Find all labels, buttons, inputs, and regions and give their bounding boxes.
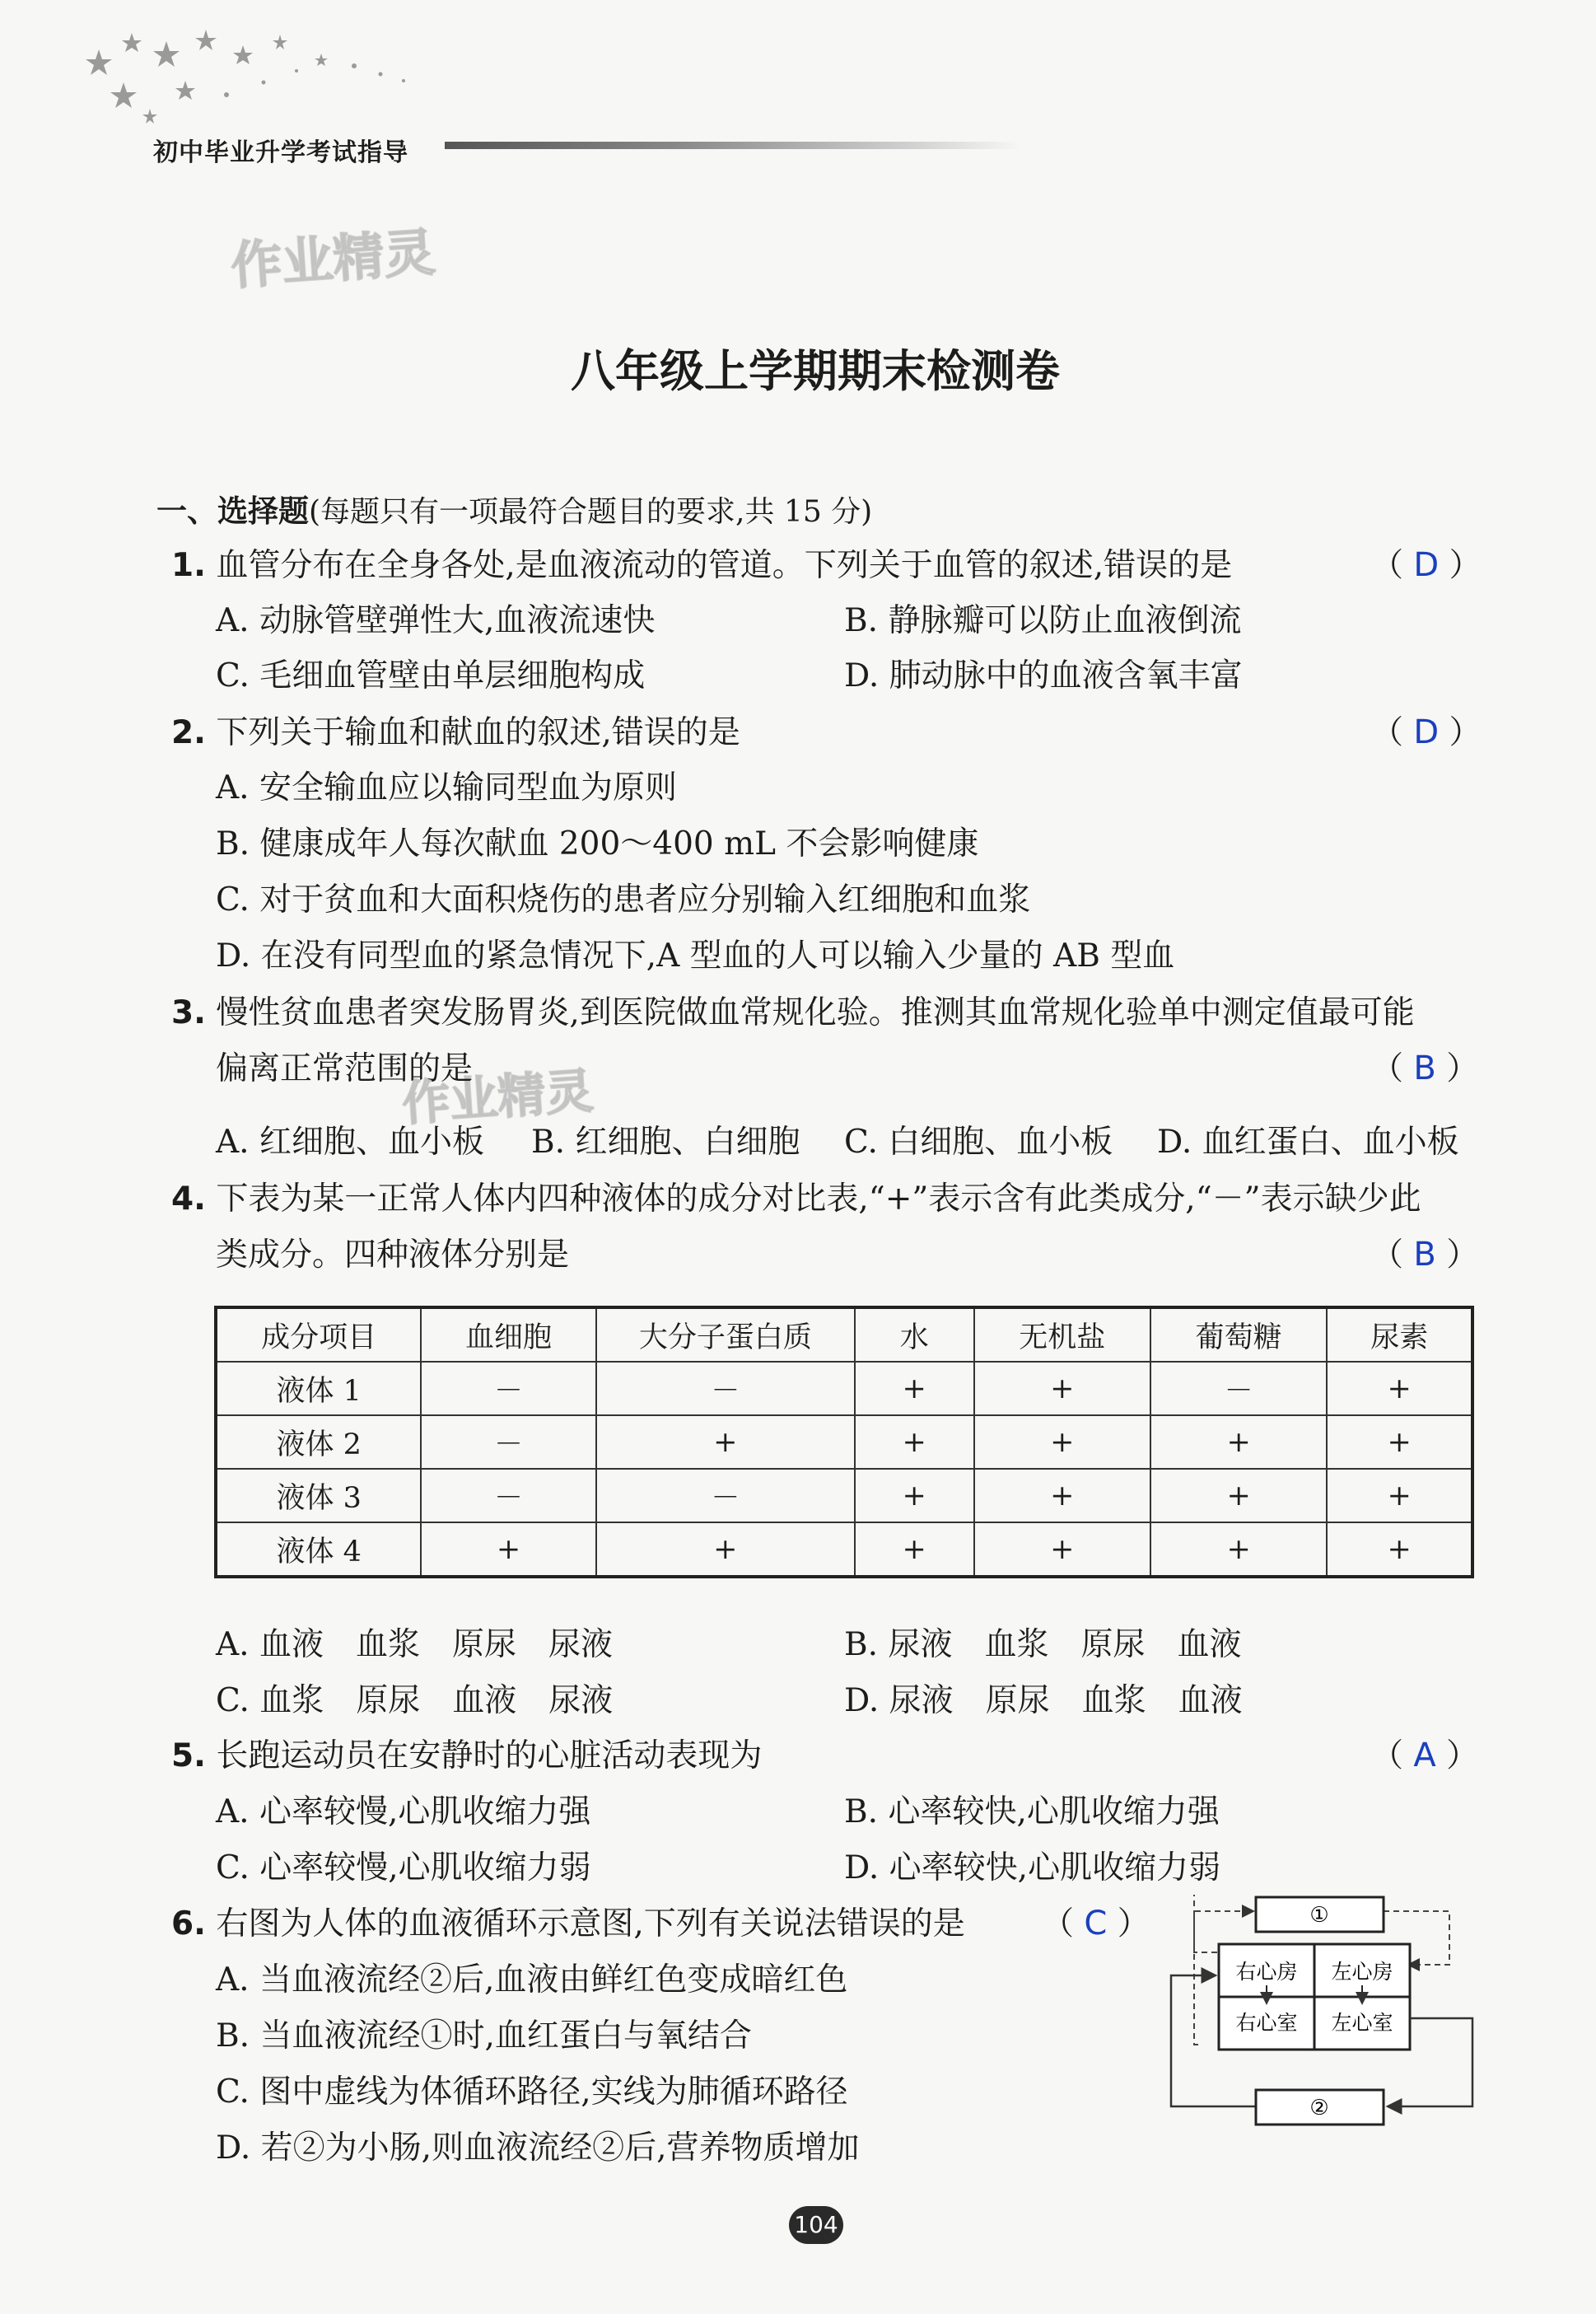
table-cell: － bbox=[421, 1469, 595, 1522]
q3-option-c: C. 白细胞、血小板 bbox=[844, 1124, 1113, 1161]
table-header: 大分子蛋白质 bbox=[596, 1307, 855, 1362]
answer-6: （ C ） bbox=[1042, 1905, 1150, 1942]
table-row bbox=[216, 1415, 1472, 1469]
table-row bbox=[216, 1362, 1472, 1415]
question-3: 3. 慢性贫血患者突发肠胃炎,到医院做血常规化验。推测其血常规化验单中测定值最可能 bbox=[171, 994, 1415, 1031]
q2-option-c: C. 对于贫血和大面积烧伤的患者应分别输入红细胞和血浆 bbox=[216, 881, 1031, 919]
q3-option-b: B. 红细胞、白细胞 bbox=[531, 1124, 800, 1161]
q5-option-c: C. 心率较慢,心肌收缩力弱 bbox=[216, 1849, 591, 1886]
table-cell: + bbox=[596, 1522, 855, 1577]
table-header: 葡萄糖 bbox=[1150, 1307, 1327, 1362]
q4-option-c: C. 血浆 原尿 血液 尿液 bbox=[216, 1682, 614, 1719]
q6-option-a: A. 当血液流经②后,血液由鲜红色变成暗红色 bbox=[216, 1961, 848, 1998]
table-cell: 液体 2 bbox=[216, 1415, 421, 1469]
watermark: 作业精灵 bbox=[229, 222, 437, 297]
q2-option-b: B. 健康成年人每次献血 200～400 mL 不会影响健康 bbox=[216, 825, 979, 862]
table-header-row bbox=[216, 1307, 1472, 1362]
table-cell: 液体 1 bbox=[216, 1362, 421, 1415]
table-header: 尿素 bbox=[1327, 1307, 1472, 1362]
question-4: 4. 下表为某一正常人体内四种液体的成分对比表,“+”表示含有此类成分,“－”表示缺少此 bbox=[171, 1180, 1421, 1218]
q1-option-d: D. 肺动脉中的血液含氧丰富 bbox=[844, 657, 1243, 694]
left-ventricle-label: 左心室 bbox=[1331, 2011, 1393, 2035]
table-cell: － bbox=[421, 1415, 595, 1469]
table-cell: + bbox=[596, 1415, 855, 1469]
table-header: 血细胞 bbox=[421, 1307, 595, 1362]
table-cell: + bbox=[1150, 1522, 1327, 1577]
question-4-cont: 类成分。四种液体分别是 bbox=[216, 1236, 570, 1274]
question-5: 5. 长跑运动员在安静时的心脏活动表现为 bbox=[171, 1737, 763, 1774]
q1-option-b: B. 静脉瓣可以防止血液倒流 bbox=[844, 602, 1242, 639]
q4-option-b: B. 尿液 血浆 原尿 血液 bbox=[844, 1626, 1242, 1663]
table-cell: + bbox=[421, 1522, 595, 1577]
table-cell: － bbox=[421, 1362, 595, 1415]
table-cell: + bbox=[1327, 1522, 1472, 1577]
q6-option-b: B. 当血液流经①时,血红蛋白与氧结合 bbox=[216, 2017, 752, 2055]
table-row bbox=[216, 1522, 1472, 1577]
table-cell: + bbox=[855, 1362, 974, 1415]
organ-label-2: ② bbox=[1309, 2096, 1329, 2120]
header-title: 初中毕业升学考试指导 bbox=[153, 138, 408, 167]
table-cell: + bbox=[1327, 1362, 1472, 1415]
table-cell: － bbox=[596, 1362, 855, 1415]
q1-option-c: C. 毛细血管壁由单层细胞构成 bbox=[216, 657, 646, 694]
q2-option-d: D. 在没有同型血的紧急情况下,A 型血的人可以输入少量的 AB 型血 bbox=[216, 937, 1175, 975]
q3-option-a: A. 红细胞、血小板 bbox=[216, 1124, 484, 1161]
left-atrium-label: 左心房 bbox=[1331, 1960, 1393, 1984]
table-header: 水 bbox=[855, 1307, 974, 1362]
table-header: 成分项目 bbox=[216, 1307, 421, 1362]
table-cell: + bbox=[1150, 1415, 1327, 1469]
q4-option-d: D. 尿液 原尿 血浆 血液 bbox=[844, 1682, 1243, 1719]
q2-option-a: A. 安全输血应以输同型血为原则 bbox=[216, 769, 677, 806]
q1-option-a: A. 动脉管壁弹性大,血液流速快 bbox=[216, 602, 656, 639]
table-cell: 液体 3 bbox=[216, 1469, 421, 1522]
organ-label-1: ① bbox=[1309, 1903, 1329, 1928]
q5-option-d: D. 心率较快,心肌收缩力弱 bbox=[844, 1849, 1221, 1886]
q4-option-a: A. 血液 血浆 原尿 尿液 bbox=[216, 1626, 613, 1663]
q3-option-d: D. 血红蛋白、血小板 bbox=[1157, 1124, 1459, 1161]
table-cell: + bbox=[855, 1469, 974, 1522]
q5-option-a: A. 心率较慢,心肌收缩力强 bbox=[216, 1793, 591, 1830]
page-number: 104 bbox=[789, 2206, 843, 2244]
table-cell: + bbox=[974, 1469, 1150, 1522]
right-atrium-label: 右心房 bbox=[1235, 1960, 1298, 1984]
q5-option-b: B. 心率较快,心肌收缩力强 bbox=[844, 1793, 1220, 1830]
right-ventricle-label: 右心室 bbox=[1235, 2011, 1298, 2035]
table-row bbox=[216, 1469, 1472, 1522]
table-cell: － bbox=[1150, 1362, 1327, 1415]
table-header: 无机盐 bbox=[974, 1307, 1150, 1362]
answer-2: （ D ） bbox=[1371, 713, 1482, 751]
table-cell: 液体 4 bbox=[216, 1522, 421, 1577]
table-cell: + bbox=[1327, 1469, 1472, 1522]
question-3-cont: 偏离正常范围的是 bbox=[216, 1050, 474, 1087]
question-1: 1. 血管分布在全身各处,是血液流动的管道。下列关于血管的叙述,错误的是 bbox=[171, 547, 1233, 584]
table-cell: + bbox=[855, 1415, 974, 1469]
q6-option-c: C. 图中虚线为体循环路径,实线为肺循环路径 bbox=[216, 2073, 848, 2111]
q6-option-d: D. 若②为小肠,则血液流经②后,营养物质增加 bbox=[216, 2129, 860, 2167]
table-cell: + bbox=[974, 1362, 1150, 1415]
table-cell: + bbox=[1327, 1415, 1472, 1469]
section-heading: 一、选择题(每题只有一项最符合题目的要求,共 15 分) bbox=[156, 493, 873, 529]
watermark: 作业精灵 bbox=[400, 1062, 595, 1132]
circulation-diagram bbox=[1161, 1895, 1491, 2142]
answer-4: （ B ） bbox=[1371, 1236, 1479, 1274]
question-6: 6. 右图为人体的血液循环示意图,下列有关说法错误的是 bbox=[171, 1905, 965, 1942]
page-title: 八年级上学期期末检测卷 bbox=[571, 344, 1060, 397]
table-cell: + bbox=[974, 1415, 1150, 1469]
table-cell: － bbox=[596, 1469, 855, 1522]
header-divider bbox=[445, 142, 1021, 149]
answer-5: （ A ） bbox=[1371, 1737, 1479, 1774]
star-decoration-icon bbox=[74, 16, 453, 132]
answer-3: （ B ） bbox=[1371, 1049, 1479, 1087]
table-cell: + bbox=[974, 1522, 1150, 1577]
question-2: 2. 下列关于输血和献血的叙述,错误的是 bbox=[171, 714, 740, 751]
answer-1: （ D ） bbox=[1371, 546, 1482, 584]
table-cell: + bbox=[1150, 1469, 1327, 1522]
composition-table bbox=[214, 1306, 1474, 1578]
table-cell: + bbox=[855, 1522, 974, 1577]
